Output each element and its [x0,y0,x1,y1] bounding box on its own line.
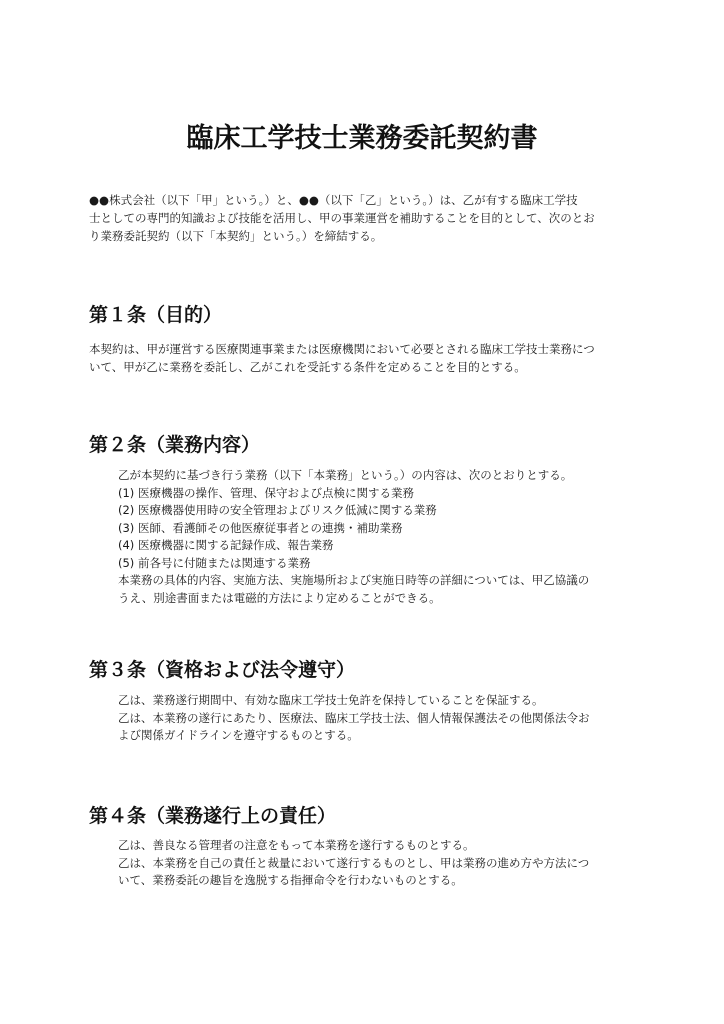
intro-line: 士としての専門的知識および技能を活用し、甲の事業運営を補助することを目的として、次のとお [89,211,595,225]
article-line: よび関係ガイドラインを遵守するものとする。 [118,728,359,742]
list-item: (2) 医療機器使用時の安全管理およびリスク低減に関する業務 [118,503,437,517]
article-line: 本契約は、甲が運営する医療関連事業または医療機関において必要とされる臨床工学技士業務につ [89,342,595,356]
article-line: うえ、別途書面または電磁的方法により定めることができる。 [118,590,441,605]
list-item: (3) 医師、看護師その他医療従事者との連携・補助業務 [118,520,403,535]
list-item: (5) 前各号に付随または関連する業務 [118,555,311,570]
article-2-body [118,467,638,607]
article-4-heading: 第４条（業務遂行上の責任） [89,805,337,827]
article-1-heading: 第１条（目的） [89,304,223,326]
article-1-body [89,341,639,376]
article-line: 乙は、業務遂行期間中、有効な臨床工学技士免許を保持していることを保証する。 [118,693,544,707]
article-line: いて、甲が乙に業務を委託し、乙がこれを受託する条件を定めることを目的とする。 [89,359,526,374]
list-item: (1) 医療機器の操作、管理、保守および点検に関する業務 [118,485,414,500]
article-line: いて、業務委託の趣旨を逸脱する指揮命令を行わないものとする。 [118,873,463,887]
intro-line: り業務委託契約（以下「本契約」という。）を締結する。 [89,229,383,243]
article-line: 乙は、本業務を自己の責任と裁量において遂行するものとし、甲は業務の進め方や方法につ [118,855,590,870]
article-3-heading: 第３条（資格および法令遵守） [89,659,356,681]
article-3-body [118,692,638,745]
list-item: (4) 医療機器に関する記録作成、報告業務 [118,538,334,552]
article-line: 乙は、善良なる管理者の注意をもって本業務を遂行するものとする。 [118,838,475,852]
intro-line: ●●株式会社（以下「甲」という。）と、●●（以下「乙」という。）は、乙が有する臨床工学技 [89,193,578,207]
article-line: 本業務の具体的内容、実施方法、実施場所および実施日時等の詳細については、甲乙協議の [118,573,590,587]
document-title: 臨床工学技士業務委託契約書 [186,123,538,154]
intro-paragraph [89,191,639,245]
article-4-body [118,837,638,890]
article-line: 乙は、本業務の遂行にあたり、医療法、臨床工学技士法、個人情報保護法その他関係法令お [118,710,590,725]
article-line: 乙が本契約に基づき行う業務（以下「本業務」という。）の内容は、次のとおりとする。 [118,468,573,482]
article-2-heading: 第２条（業務内容） [89,434,261,456]
